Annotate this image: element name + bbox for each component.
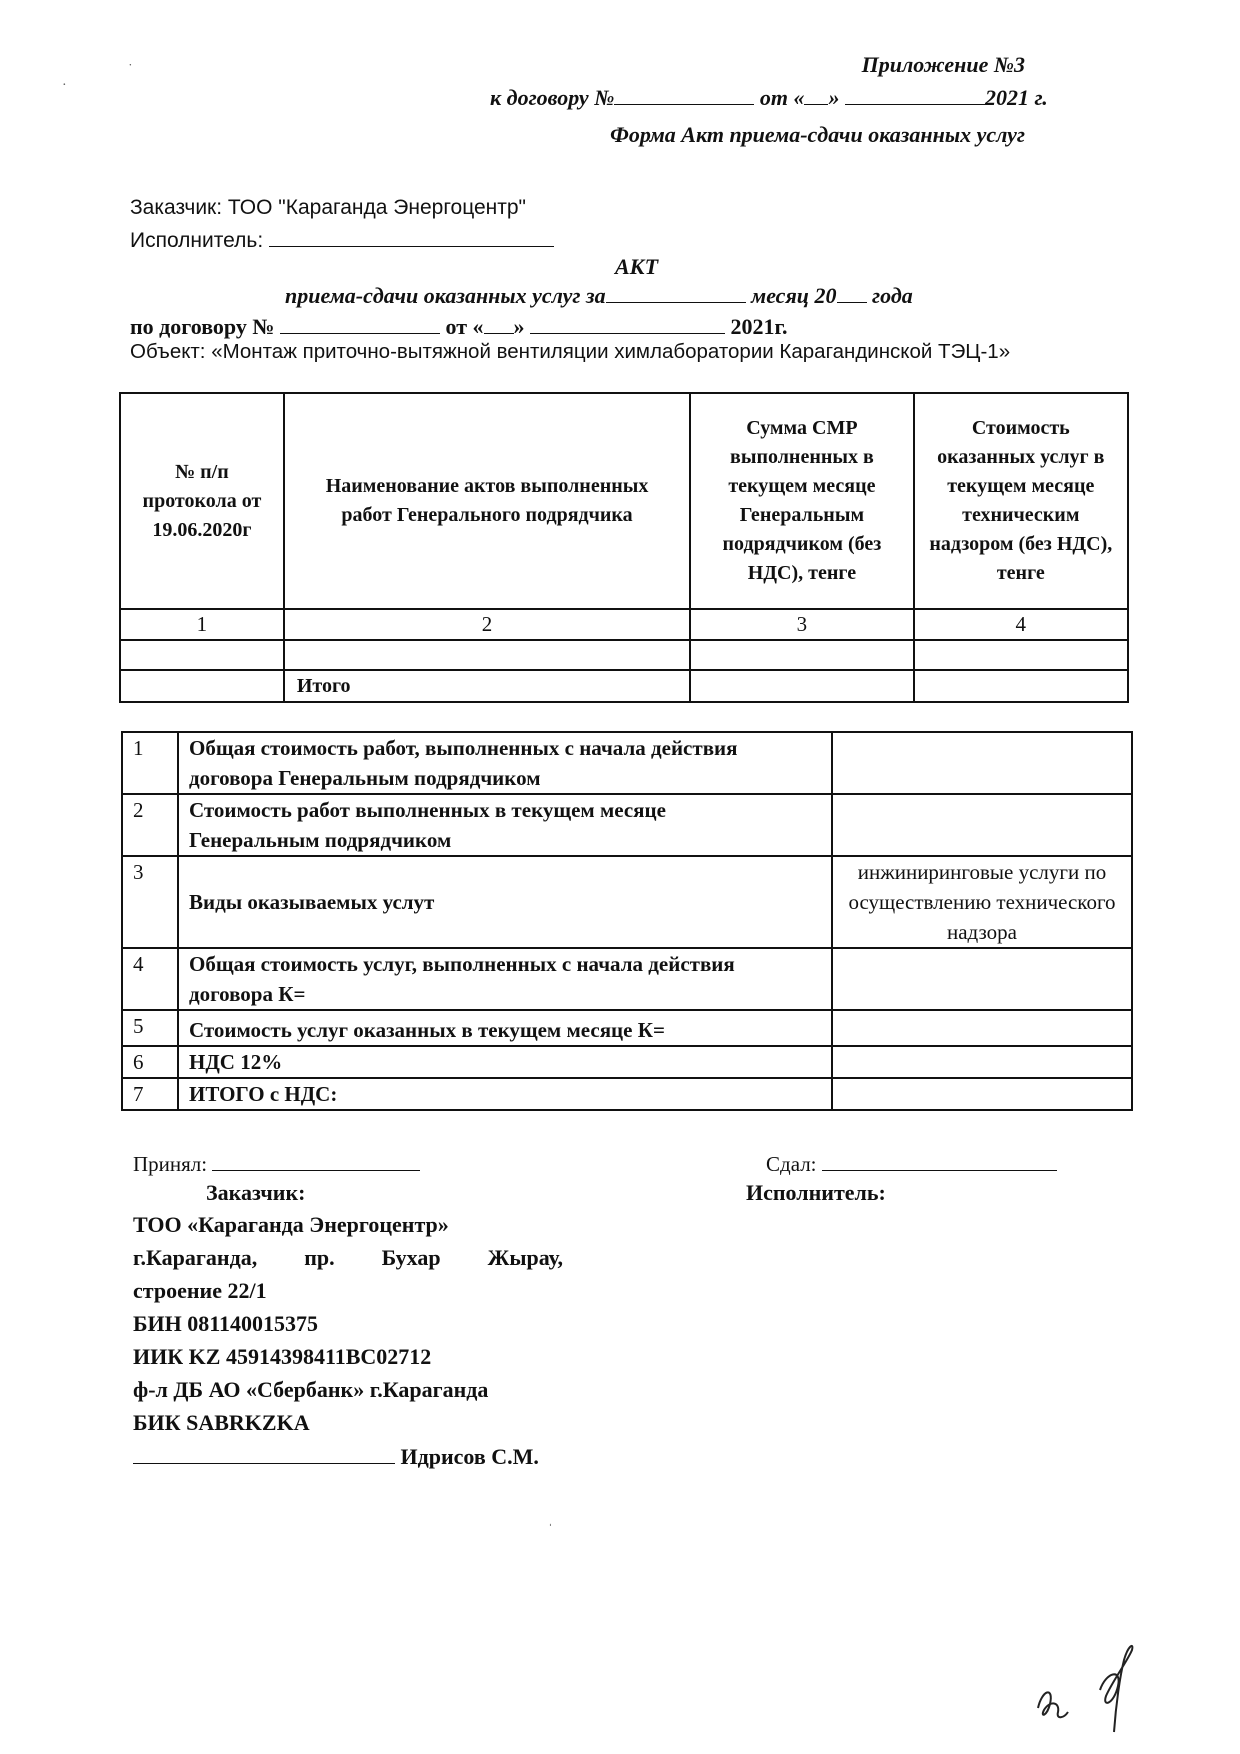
- act-contract-from-close: »: [513, 314, 525, 339]
- works-table-row: [120, 640, 1128, 670]
- col-number: 1: [120, 609, 284, 640]
- works-table-header: [120, 393, 1128, 609]
- contract-year: 2021 г.: [984, 85, 1048, 110]
- row-label: Стоимость работ выполненных в текущем месяце Генеральным подрядчиком: [178, 794, 832, 856]
- row-value: [832, 794, 1132, 856]
- row-number: 1: [122, 732, 178, 794]
- total-label: Итого: [284, 670, 690, 702]
- row-label: Общая стоимость услуг, выполненных с начала действия договора К=: [178, 948, 832, 1010]
- customer-bank: ф-л ДБ АО «Сбербанк» г.Караганда: [133, 1377, 489, 1402]
- table-cell: [914, 640, 1128, 670]
- act-month-blank: [606, 282, 746, 303]
- act-contract-year: 2021г.: [730, 314, 788, 339]
- contractor-blank: [269, 226, 554, 247]
- customer-line: Заказчик: ТОО "Караганда Энергоцентр": [130, 196, 527, 219]
- act-contract-day-blank: [484, 313, 514, 334]
- delivered-line: [766, 1150, 1057, 1177]
- row-label: Стоимость услуг оказанных в текущем месяце К=: [178, 1010, 832, 1046]
- contract-reference-line: [490, 84, 1048, 111]
- act-subtitle-year: года: [872, 283, 913, 308]
- act-year-blank: [837, 282, 867, 303]
- summary-row: [122, 1010, 1132, 1046]
- works-table-numbers: [120, 609, 1128, 640]
- scan-speck: ˙: [128, 62, 133, 77]
- header-protocol: № п/п протокола от 19.06.2020г: [120, 393, 284, 609]
- contract-from: от «: [759, 85, 805, 110]
- row-value: [832, 1046, 1132, 1078]
- header-smr-sum: Сумма СМР выполненных в текущем месяце Генеральным подрядчиком (без НДС), тенге: [690, 393, 913, 609]
- table-cell: [914, 670, 1128, 702]
- row-label: Общая стоимость работ, выполненных с начала действия договора Генеральным подрядчиком: [178, 732, 832, 794]
- customer-title: Заказчик:: [206, 1180, 306, 1205]
- contract-date-blank: [845, 84, 985, 105]
- customer-bin: БИН 081140015375: [133, 1311, 319, 1336]
- act-subtitle-month: месяц 20: [751, 283, 837, 308]
- summary-table: [121, 731, 1133, 1111]
- row-value: инжиниринговые услуги по осуществлению технического надзора: [832, 856, 1132, 948]
- col-number: 4: [914, 609, 1128, 640]
- col-number: 3: [690, 609, 913, 640]
- header-services-cost: Стоимость оказанных услуг в текущем месяце техническим надзором (без НДС), тенге: [914, 393, 1128, 609]
- customer-iik: ИИК KZ 45914398411BC02712: [133, 1344, 432, 1369]
- delivered-signature-blank: [822, 1150, 1057, 1171]
- table-cell: [120, 670, 284, 702]
- accepted-signature-blank: [212, 1150, 420, 1171]
- act-contract-line: [130, 313, 788, 340]
- act-subtitle: [285, 282, 913, 309]
- col-number: 2: [284, 609, 690, 640]
- accepted-label: Принял:: [133, 1152, 208, 1176]
- row-value: [832, 732, 1132, 794]
- signer-signature-blank: [133, 1443, 395, 1464]
- row-value: [832, 948, 1132, 1010]
- summary-row: [122, 948, 1132, 1010]
- contractor-title: Исполнитель:: [746, 1180, 886, 1205]
- act-contract-prefix: по договору №: [130, 314, 275, 339]
- address-avenue: пр.: [304, 1245, 335, 1270]
- form-title: Форма Акт приема-сдачи оказанных услуг: [610, 122, 1025, 147]
- contract-prefix: к договору №: [490, 85, 615, 110]
- table-cell: [690, 670, 913, 702]
- customer-address-line2: строение 22/1: [133, 1278, 267, 1303]
- summary-row: [122, 1078, 1132, 1110]
- customer-address-line1: [133, 1245, 563, 1271]
- act-title: АКТ: [615, 254, 659, 279]
- customer-bik: БИК SABRKZKA: [133, 1410, 310, 1435]
- address-city: г.Караганда,: [133, 1245, 258, 1270]
- row-number: 6: [122, 1046, 178, 1078]
- row-number: 3: [122, 856, 178, 948]
- contract-number-blank: [614, 84, 754, 105]
- summary-row: [122, 794, 1132, 856]
- object-line: Объект: «Монтаж приточно-вытяжной вентиляции химлаборатории Карагандинской ТЭЦ-1»: [130, 340, 1011, 363]
- act-contract-date-blank: [530, 313, 725, 334]
- row-number: 7: [122, 1078, 178, 1110]
- address-street-2: Жырау,: [487, 1245, 563, 1270]
- signer-line: [133, 1443, 539, 1470]
- summary-row: [122, 1046, 1132, 1078]
- row-label: Виды оказываемых услут: [178, 856, 832, 948]
- row-number: 5: [122, 1010, 178, 1046]
- appendix-number: Приложение №3: [861, 52, 1025, 77]
- contractor-label: Исполнитель:: [130, 229, 264, 252]
- contract-day-blank: [804, 84, 828, 105]
- contractor-line: [130, 226, 554, 253]
- works-table: [119, 392, 1129, 703]
- row-value: [832, 1078, 1132, 1110]
- table-cell: [690, 640, 913, 670]
- table-cell: [120, 640, 284, 670]
- works-table-total: [120, 670, 1128, 702]
- accepted-line: [133, 1150, 420, 1177]
- address-street-1: Бухар: [381, 1245, 441, 1270]
- contract-from-close: »: [828, 85, 840, 110]
- handwritten-initials: [1020, 1620, 1170, 1740]
- summary-row: [122, 856, 1132, 948]
- row-value: [832, 1010, 1132, 1046]
- delivered-label: Сдал:: [766, 1152, 817, 1176]
- header-act-names: Наименование актов выполненных работ Генерального подрядчика: [284, 393, 690, 609]
- table-cell: [284, 640, 690, 670]
- row-label: ИТОГО с НДС:: [178, 1078, 832, 1110]
- act-contract-number-blank: [280, 313, 440, 334]
- signer-name: Идрисов С.М.: [400, 1444, 539, 1469]
- scan-speck: ·: [62, 78, 67, 93]
- scan-speck: ˌ: [548, 1512, 553, 1527]
- customer-name: ТОО «Караганда Энергоцентр»: [133, 1212, 449, 1237]
- summary-row: [122, 732, 1132, 794]
- row-number: 2: [122, 794, 178, 856]
- act-contract-from: от «: [445, 314, 484, 339]
- row-number: 4: [122, 948, 178, 1010]
- act-subtitle-prefix: приема-сдачи оказанных услуг за: [285, 283, 606, 308]
- row-label: НДС 12%: [178, 1046, 832, 1078]
